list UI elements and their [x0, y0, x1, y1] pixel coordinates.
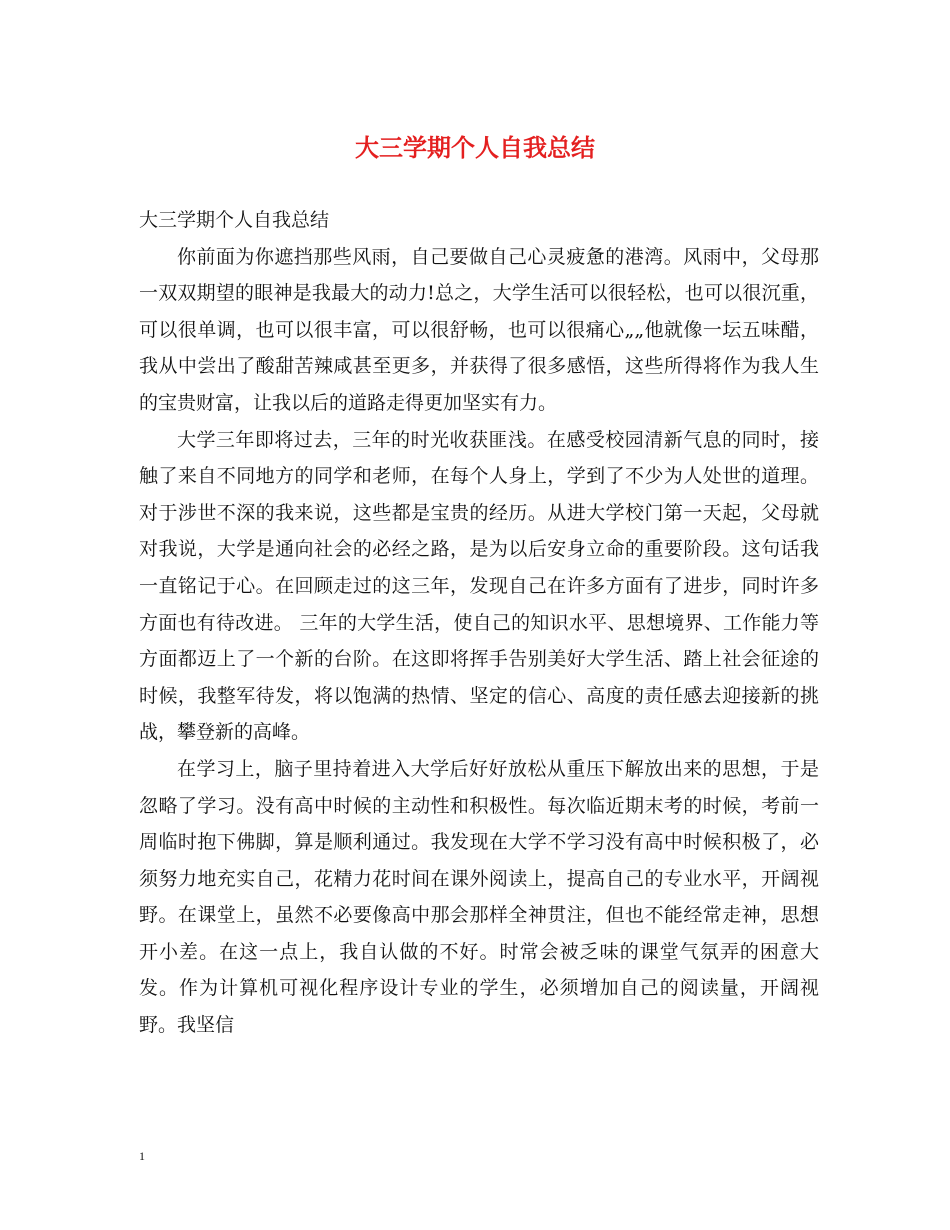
document-subtitle: 大三学期个人自我总结 [139, 209, 330, 231]
paragraph-1: 你前面为你遮挡那些风雨，自己要做自己心灵疲惫的港湾。风雨中，父母那一双双期望的眼神是我最大的动力!总之，大学生活可以很轻松，也可以很沉重，可以很单调，也可以很丰富，可以很舒畅，也可以很痛心„„他就像一坛五味醋，我从中尝出了酸甜苦辣咸甚至更多，并获得了很多感悟，这些所得将作为我人生的宝贵财富，让我以后的道路走得更加坚实有力。 [139, 245, 819, 414]
page-number: 1 [139, 1149, 145, 1163]
paragraph-2: 大学三年即将过去，三年的时光收获匪浅。在感受校园清新气息的同时，接触了来自不同地方的同学和老师，在每个人身上，学到了不少为人处世的道理。对于涉世不深的我来说，这些都是宝贵的经历。从进大学校门第一天起，父母就对我说，大学是通向社会的必经之路，是为以后安身立命的重要阶段。这句话我一直铭记于心。在回顾走过的这三年，发现自己在许多方面有了进步，同时许多方面也有待改进。 三年的大学生活，使自己的知识水平、思想境界、工作能力等方面都迈上了一个新的台阶。在这即将挥手告别美好大学生活、踏上社会征途的时候，我整军待发，将以饱满的热情、坚定的信心、高度的责任感去迎接新的挑战，攀登新的高峰。 [139, 428, 819, 744]
document-body [139, 202, 819, 1044]
paragraph-3: 在学习上，脑子里持着进入大学后好好放松从重压下解放出来的思想，于是忽略了学习。没有高中时候的主动性和积极性。每次临近期末考的时候，考前一周临时抱下佛脚，算是顺利通过。我发现在大学不学习没有高中时候积极了，必须努力地充实自己，花精力花时间在课外阅读上，提高自己的专业水平，开阔视野。在课堂上，虽然不必要像高中那会那样全神贯注，但也不能经常走神，思想开小差。在这一点上，我自认做的不好。时常会被乏味的课堂气氛弄的困意大发。作为计算机可视化程序设计专业的学生，必须增加自己的阅读量，开阔视野。我坚信 [139, 757, 819, 1037]
document-title: 大三学期个人自我总结 [355, 133, 595, 162]
